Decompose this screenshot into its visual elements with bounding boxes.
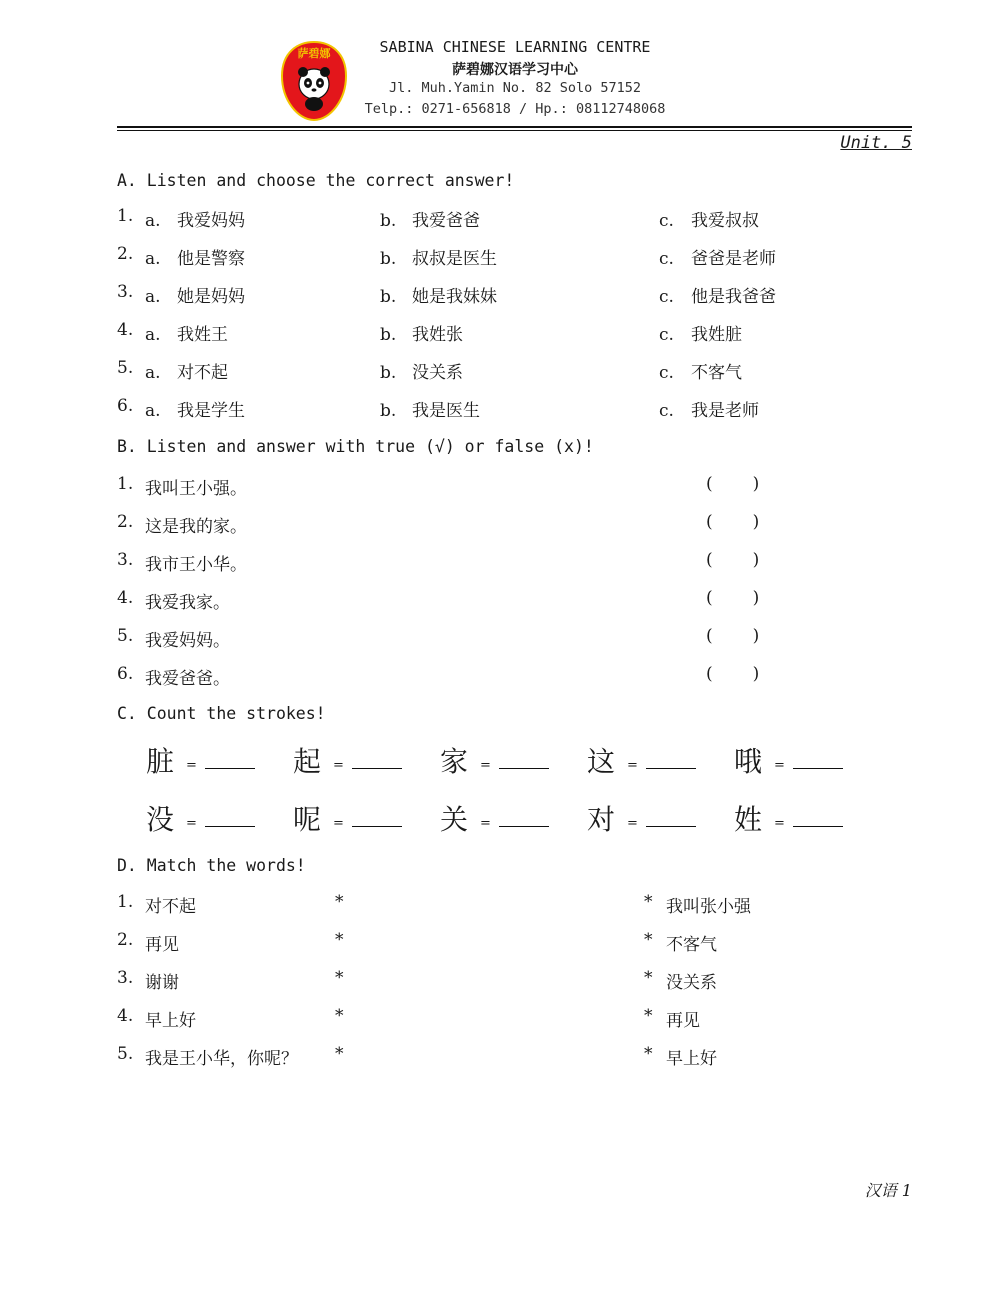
option-text: 我是老师	[691, 401, 759, 421]
match-row	[117, 1006, 917, 1032]
option-letter: b.	[380, 325, 397, 345]
match-left-dot[interactable]: *	[335, 892, 344, 912]
match-row	[117, 930, 917, 956]
statement-row	[117, 474, 917, 500]
question-number: 4.	[117, 320, 134, 340]
match-left-text: 早上好	[145, 1011, 196, 1031]
match-number: 1.	[117, 892, 134, 912]
option-a[interactable]	[145, 396, 245, 421]
school-address: Jl. Muh.Yamin No. 82 Solo 57152	[389, 80, 641, 96]
stroke-count-item	[587, 740, 696, 780]
option-text: 爸爸是老师	[691, 249, 776, 269]
stroke-answer-blank[interactable]	[646, 824, 696, 827]
option-letter: c.	[659, 249, 674, 269]
statement-text: 这是我的家。	[145, 517, 247, 537]
equals-sign: =	[627, 816, 638, 831]
match-right-text: 再见	[666, 1011, 700, 1031]
option-letter: a.	[145, 325, 161, 345]
question-row	[117, 282, 917, 308]
character: 起	[293, 745, 322, 778]
stroke-count-item	[734, 798, 843, 838]
stroke-answer-blank[interactable]	[646, 766, 696, 769]
question-number: 5.	[117, 358, 134, 378]
stroke-answer-blank[interactable]	[499, 824, 549, 827]
match-left-text: 对不起	[145, 897, 196, 917]
paren-open: (	[706, 664, 713, 684]
stroke-count-item	[146, 798, 255, 838]
paren-close: )	[752, 664, 760, 684]
question-row	[117, 396, 917, 422]
answer-box[interactable]	[706, 588, 759, 608]
option-letter: a.	[145, 211, 161, 231]
match-right-dot[interactable]: *	[644, 930, 653, 950]
option-a[interactable]	[145, 282, 245, 307]
stroke-count-item	[293, 798, 402, 838]
option-c[interactable]	[659, 244, 776, 269]
option-letter: b.	[380, 363, 397, 383]
paren-close: )	[752, 550, 760, 570]
paren-close: )	[752, 474, 760, 494]
option-a[interactable]	[145, 244, 245, 269]
equals-sign: =	[480, 816, 491, 831]
character: 呢	[293, 803, 322, 836]
match-right-text: 没关系	[666, 973, 717, 993]
stroke-answer-blank[interactable]	[205, 824, 255, 827]
match-number: 5.	[117, 1044, 134, 1064]
match-left-dot[interactable]: *	[335, 1044, 344, 1064]
match-left-dot[interactable]: *	[335, 930, 344, 950]
match-left-text: 谢谢	[145, 973, 179, 993]
paren-open: (	[706, 474, 713, 494]
option-b[interactable]	[380, 244, 497, 269]
option-text: 我爱爸爸	[412, 211, 480, 231]
statement-number: 1.	[117, 474, 134, 494]
option-letter: a.	[145, 401, 161, 421]
option-text: 我是医生	[412, 401, 480, 421]
unit-label: Unit. 5	[840, 133, 912, 153]
school-name: SABINA CHINESE LEARNING CENTRE	[379, 38, 651, 56]
section-b-title: B. Listen and answer with true (√) or false (x)!	[117, 437, 594, 456]
option-text: 他是我爸爸	[691, 287, 776, 307]
option-c[interactable]	[659, 358, 742, 383]
paren-open: (	[706, 588, 713, 608]
match-right-dot[interactable]: *	[644, 1006, 653, 1026]
statement-number: 6.	[117, 664, 134, 684]
paren-open: (	[706, 512, 713, 532]
equals-sign: =	[333, 758, 344, 773]
stroke-answer-blank[interactable]	[205, 766, 255, 769]
strokes-row	[146, 798, 906, 838]
option-letter: c.	[659, 401, 674, 421]
match-left-dot[interactable]: *	[335, 968, 344, 988]
logo-text: 萨碧娜	[297, 47, 331, 60]
option-text: 我爱叔叔	[691, 211, 759, 231]
equals-sign: =	[480, 758, 491, 773]
match-right-dot[interactable]: *	[644, 1044, 653, 1064]
stroke-answer-blank[interactable]	[352, 824, 402, 827]
paren-close: )	[752, 512, 760, 532]
section-a-title: A. Listen and choose the correct answer!	[117, 171, 515, 190]
stroke-count-item	[440, 740, 549, 780]
statement-text: 我爱爸爸。	[145, 669, 230, 689]
option-a[interactable]	[145, 358, 228, 383]
option-text: 我爱妈妈	[177, 211, 245, 231]
match-left-text: 我是王小华，你呢？	[145, 1049, 298, 1069]
equals-sign: =	[186, 816, 197, 831]
option-text: 叔叔是医生	[412, 249, 497, 269]
option-b[interactable]	[380, 282, 497, 307]
option-text: 我姓王	[177, 325, 228, 345]
statement-number: 3.	[117, 550, 134, 570]
option-letter: b.	[380, 249, 397, 269]
option-c[interactable]	[659, 206, 759, 231]
question-row	[117, 358, 917, 384]
statement-text: 我爱妈妈。	[145, 631, 230, 651]
option-letter: b.	[380, 211, 397, 231]
question-row	[117, 206, 917, 232]
option-letter: a.	[145, 249, 161, 269]
option-a[interactable]	[145, 206, 245, 231]
option-text: 我姓脏	[691, 325, 742, 345]
option-letter: a.	[145, 363, 161, 383]
stroke-count-item	[146, 740, 255, 780]
paren-close: )	[752, 626, 760, 646]
stroke-count-item	[587, 798, 696, 838]
option-letter: c.	[659, 325, 674, 345]
question-number: 2.	[117, 244, 134, 264]
option-text: 她是妈妈	[177, 287, 245, 307]
statement-row	[117, 664, 917, 690]
option-text: 不客气	[691, 363, 742, 383]
header-rule-thin	[117, 130, 912, 131]
stroke-count-item	[293, 740, 402, 780]
option-letter: b.	[380, 287, 397, 307]
question-row	[117, 320, 917, 346]
option-letter: b.	[380, 401, 397, 421]
option-letter: c.	[659, 363, 674, 383]
statement-row	[117, 588, 917, 614]
match-right-text: 我叫张小强	[666, 897, 751, 917]
option-c[interactable]	[659, 282, 776, 307]
option-text: 我姓张	[412, 325, 463, 345]
paren-open: (	[706, 550, 713, 570]
character: 脏	[146, 745, 175, 778]
equals-sign: =	[774, 758, 785, 773]
option-text: 他是警察	[177, 249, 245, 269]
stroke-answer-blank[interactable]	[352, 766, 402, 769]
option-b[interactable]	[380, 396, 480, 421]
match-row	[117, 1044, 917, 1070]
match-right-dot[interactable]: *	[644, 968, 653, 988]
answer-box[interactable]	[706, 626, 759, 646]
character: 家	[440, 745, 469, 778]
question-row	[117, 244, 917, 270]
character: 对	[587, 803, 616, 836]
match-right-dot[interactable]: *	[644, 892, 653, 912]
option-b[interactable]	[380, 206, 480, 231]
character: 姓	[734, 803, 763, 836]
statement-text: 我爱我家。	[145, 593, 230, 613]
question-number: 3.	[117, 282, 134, 302]
stroke-count-item	[734, 740, 843, 780]
paren-close: )	[752, 588, 760, 608]
option-b[interactable]	[380, 320, 463, 345]
option-c[interactable]	[659, 320, 742, 345]
option-a[interactable]	[145, 320, 228, 345]
statement-number: 4.	[117, 588, 134, 608]
statement-text: 我叫王小强。	[145, 479, 247, 499]
answer-box[interactable]	[706, 474, 759, 494]
option-text: 她是我妹妹	[412, 287, 497, 307]
answer-box[interactable]	[706, 512, 759, 532]
strokes-row	[146, 740, 906, 780]
stroke-answer-blank[interactable]	[793, 766, 843, 769]
character: 哦	[734, 745, 763, 778]
statement-number: 2.	[117, 512, 134, 532]
statement-row	[117, 512, 917, 538]
option-c[interactable]	[659, 396, 759, 421]
match-row	[117, 892, 917, 918]
equals-sign: =	[186, 758, 197, 773]
option-text: 没关系	[412, 363, 463, 383]
match-number: 3.	[117, 968, 134, 988]
answer-box[interactable]	[706, 664, 759, 684]
page-footer: 汉语 1	[864, 1181, 912, 1200]
match-right-text: 早上好	[666, 1049, 717, 1069]
header-rule	[117, 126, 912, 128]
section-d-title: D. Match the words!	[117, 856, 306, 875]
statement-row	[117, 626, 917, 652]
equals-sign: =	[774, 816, 785, 831]
section-c-title: C. Count the strokes!	[117, 704, 326, 723]
character: 这	[587, 745, 616, 778]
match-number: 4.	[117, 1006, 134, 1026]
match-left-text: 再见	[145, 935, 179, 955]
question-number: 6.	[117, 396, 134, 416]
question-number: 1.	[117, 206, 134, 226]
answer-box[interactable]	[706, 550, 759, 570]
match-row	[117, 968, 917, 994]
match-right-text: 不客气	[666, 935, 717, 955]
character: 没	[146, 803, 175, 836]
option-letter: c.	[659, 211, 674, 231]
statement-row	[117, 550, 917, 576]
option-b[interactable]	[380, 358, 463, 383]
paren-open: (	[706, 626, 713, 646]
match-number: 2.	[117, 930, 134, 950]
school-name-cn: 萨碧娜汉语学习中心	[452, 62, 578, 78]
match-left-dot[interactable]: *	[335, 1006, 344, 1026]
stroke-answer-blank[interactable]	[793, 824, 843, 827]
equals-sign: =	[333, 816, 344, 831]
character: 关	[440, 803, 469, 836]
option-text: 对不起	[177, 363, 228, 383]
option-text: 我是学生	[177, 401, 245, 421]
statement-text: 我市王小华。	[145, 555, 247, 575]
option-letter: c.	[659, 287, 674, 307]
option-letter: a.	[145, 287, 161, 307]
stroke-count-item	[440, 798, 549, 838]
equals-sign: =	[627, 758, 638, 773]
stroke-answer-blank[interactable]	[499, 766, 549, 769]
school-phone: Telp.: 0271-656818 / Hp.: 08112748068	[364, 101, 666, 117]
statement-number: 5.	[117, 626, 134, 646]
